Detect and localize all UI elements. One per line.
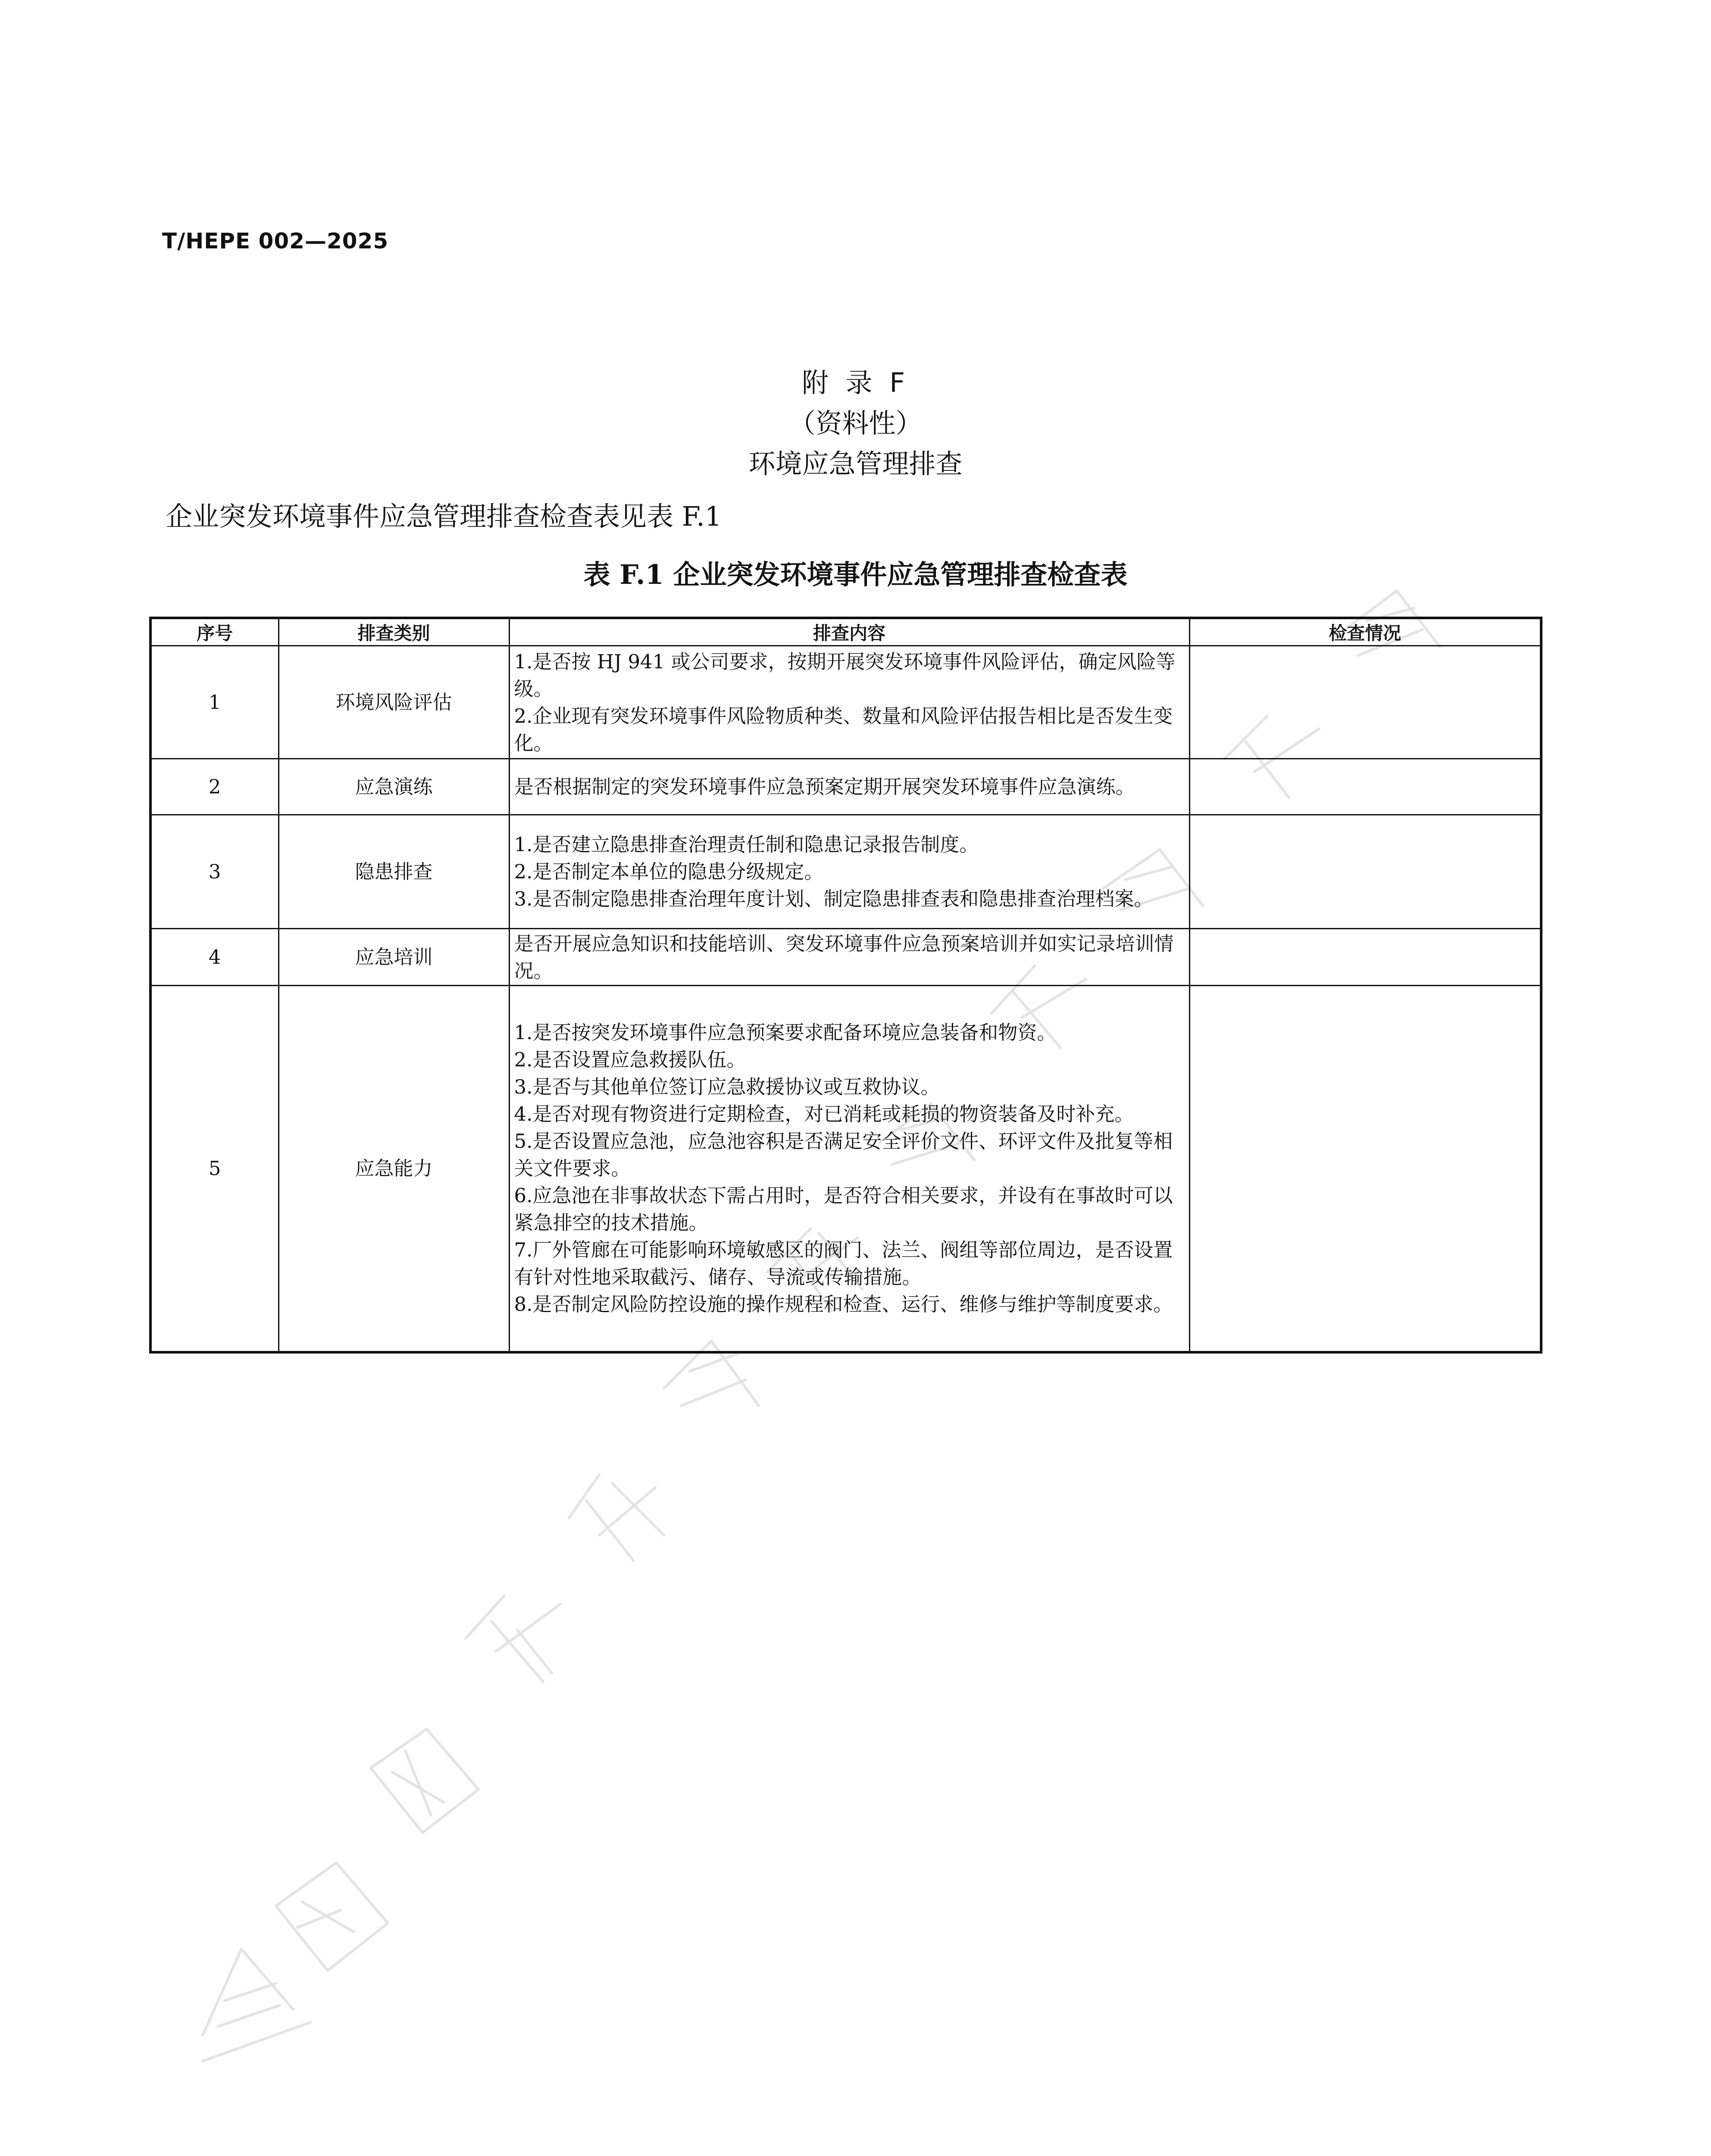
content-item: 6.应急池在非事故状态下需占用时，是否符合相关要求，并设有在事故时可以紧急排空的技术措施。 [514,1184,1173,1235]
table-row [150,986,1541,1352]
row-status [1189,646,1541,759]
row-number: 5 [150,986,278,1352]
row-content [509,929,1189,986]
table-header-row [150,618,1541,646]
row-status [1189,929,1541,986]
row-category: 应急演练 [278,759,509,815]
content-item: 3.是否与其他单位签订应急救援协议或互救协议。 [514,1075,940,1099]
content-item: 8.是否制定风险防控设施的操作规程和检查、运行、维修与维护等制度要求。 [514,1293,1173,1316]
row-content [509,986,1189,1352]
appendix-label: 附 录 F [801,367,910,398]
row-number: 4 [150,929,278,986]
row-content [509,759,1189,815]
table-row [150,929,1541,986]
table-caption: 表 F.1 企业突发环境事件应急管理排查检查表 [583,559,1128,590]
row-status [1189,815,1541,929]
row-category: 环境风险评估 [278,646,509,759]
content-item: 4.是否对现有物资进行定期检查，对已消耗或耗损的物资装备及时补充。 [514,1103,1134,1126]
row-category: 应急培训 [278,929,509,986]
content-item: 2.企业现有突发环境事件风险物质种类、数量和风险评估报告相比是否发生变化。 [514,704,1173,755]
row-status [1189,759,1541,815]
content-item: 1.是否建立隐患排查治理责任制和隐患记录报告制度。 [514,833,979,856]
content-item: 5.是否设置应急池，应急池容积是否满足安全评价文件、环评文件及批复等相关文件要求。 [514,1130,1173,1180]
content-item: 3.是否制定隐患排查治理年度计划、制定隐患排查表和隐患排查治理档案。 [514,887,1154,910]
row-category: 应急能力 [278,986,509,1352]
checklist-table [149,617,1542,1354]
table-row [150,646,1541,759]
content-item: 2.是否制定本单位的隐患分级规定。 [514,860,824,883]
row-status [1189,986,1541,1352]
row-category: 隐患排查 [278,815,509,929]
document-code: T/HEPE 002—2025 [162,229,389,254]
row-number: 2 [150,759,278,815]
header-category: 排查类别 [278,618,509,646]
table-row [150,759,1541,815]
content-item: 是否根据制定的突发环境事件应急预案定期开展突发环境事件应急演练。 [514,775,1135,798]
row-number: 1 [150,646,278,759]
content-item: 1.是否按突发环境事件应急预案要求配备环境应急装备和物资。 [514,1021,1057,1044]
header-no: 序号 [150,618,278,646]
header-content: 排查内容 [509,618,1189,646]
appendix-nature: （资料性） [788,407,923,439]
row-content [509,646,1189,759]
content-item: 1.是否按 HJ 941 或公司要求，按期开展突发环境事件风险评估，确定风险等级。 [514,650,1176,700]
appendix-title: 环境应急管理排查 [748,448,963,479]
content-item: 是否开展应急知识和技能培训、突发环境事件应急预案培训并如实记录培训情况。 [514,932,1174,982]
content-item: 7.厂外管廊在可能影响环境敏感区的阀门、法兰、阀组等部位周边，是否设置有针对性地采取截污、储存、导流或传输措施。 [514,1238,1173,1289]
table-row [150,815,1541,929]
row-number: 3 [150,815,278,929]
row-content [509,815,1189,929]
intro-paragraph: 企业突发环境事件应急管理排查检查表见表 F.1 [166,501,722,532]
content-item: 2.是否设置应急救援队伍。 [514,1048,746,1072]
header-status: 检查情况 [1189,618,1541,646]
